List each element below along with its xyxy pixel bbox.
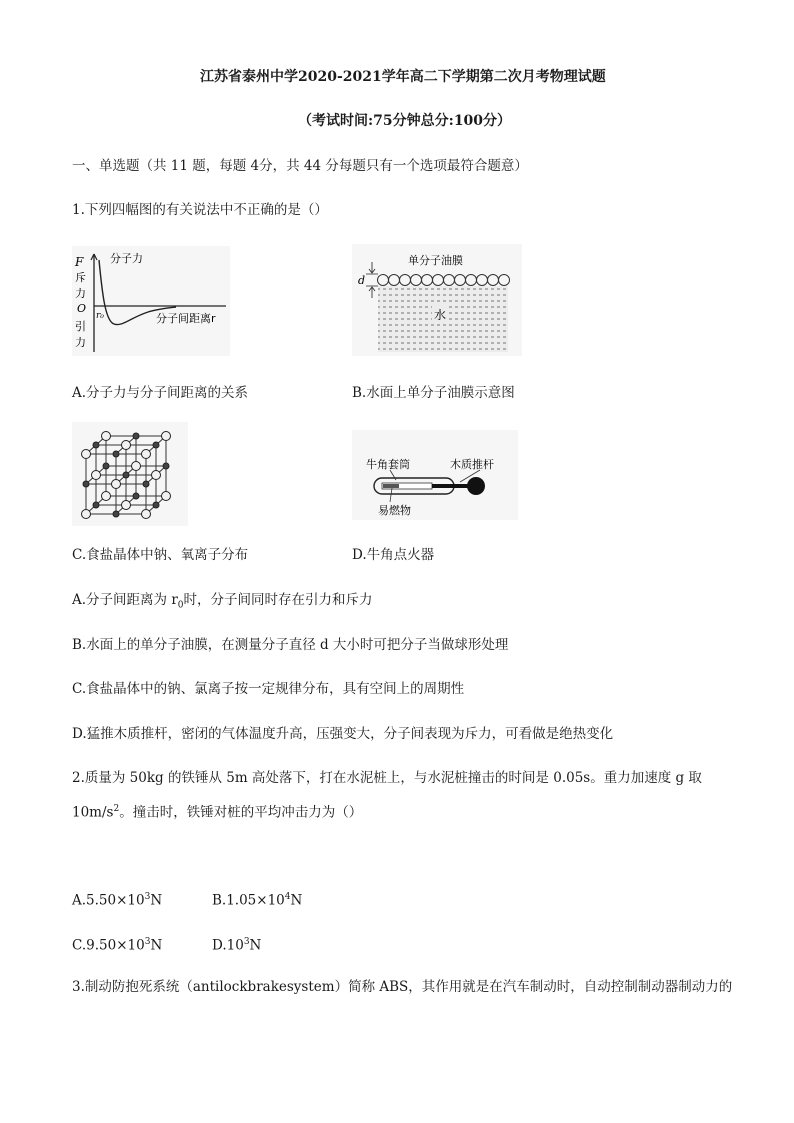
figure-salt-crystal: [72, 422, 188, 526]
q2-line-2: [72, 800, 362, 822]
oil-film-graphic: [352, 244, 522, 356]
igniter-graphic: [352, 430, 518, 520]
lattice-ion-small: [133, 433, 139, 439]
q2-option-b-unit: N: [290, 892, 303, 909]
q2-option-b-exp: 4: [284, 892, 291, 902]
lattice-ion-large: [122, 441, 131, 450]
q2-line-2-text: 10m/s: [72, 804, 114, 821]
q2-line-2-superscript: 2: [113, 804, 120, 814]
section-heading: 一、单选题（共 11 题，每题 4分，共 44 分每题只有一个选项最符合题意）: [72, 158, 528, 174]
caption-b: B.水面上单分子油膜示意图: [352, 385, 515, 401]
lattice-ion-small: [133, 493, 139, 499]
q1-option-a-subscript: 0: [177, 600, 184, 611]
q2-option-c: [72, 933, 162, 955]
label-water: 水: [434, 308, 447, 322]
page-subtitle: （考试时间:75分钟总分:100分）: [298, 113, 512, 129]
lattice-ion-large: [82, 450, 91, 459]
lattice-ion-small: [103, 463, 109, 469]
q2-option-d-exp: 3: [243, 937, 250, 947]
label-d: d: [358, 274, 366, 287]
lattice-graphic: [72, 422, 188, 526]
lattice-ion-large: [102, 432, 111, 441]
caption-c: C.食盐晶体中钠、氧离子分布: [72, 547, 249, 563]
q2-option-a-unit: N: [150, 892, 163, 909]
lattice-ion-large: [122, 501, 131, 510]
q2-line-1: 2.质量为 50kg 的铁锤从 5m 高处落下，打在水泥桩上，与水泥桩撞击的时间是 0.05s。重力加速度 g 取: [72, 770, 702, 786]
q2-option-d: [212, 933, 261, 955]
q2-option-c-unit: N: [150, 937, 163, 954]
lattice-ion-large: [142, 510, 151, 519]
lattice-ion-small: [143, 481, 149, 487]
figure-molecular-force: [72, 246, 230, 356]
q2-option-c-text: C.9.50×10: [72, 937, 145, 954]
lattice-ion-small: [113, 511, 119, 517]
label-oil-film: 单分子油膜: [408, 254, 463, 267]
q1-option-b: B.水面上的单分子油膜，在测量分子直径 d 大小时可把分子当做球形处理: [72, 637, 509, 653]
lattice-ion-large: [142, 450, 151, 459]
q1-stem: 1.下列四幅图的有关说法中不正确的是（）: [72, 202, 328, 218]
q1-option-a-text: A.分子间距离为 r: [72, 592, 178, 608]
q3-line-1: 3.制动防抱死系统（antilockbrakesystem）简称 ABS，其作用就是在汽车制动时，自动控制制动器制动力的: [72, 979, 733, 995]
figure-horn-igniter: [352, 430, 518, 520]
q1-option-a: [72, 591, 373, 615]
lattice-ion-large: [152, 471, 161, 480]
lattice-ion-small: [93, 502, 99, 508]
label-attraction-2: 力: [75, 336, 86, 349]
lattice-ion-small: [163, 463, 169, 469]
lattice-ion-small: [123, 472, 129, 478]
q2-option-b: [212, 888, 302, 910]
label-fuel: 易燃物: [378, 504, 411, 517]
lattice-ion-large: [82, 510, 91, 519]
q2-option-b-text: B.1.05×10: [212, 892, 285, 909]
q2-option-a: [72, 888, 162, 910]
q2-option-a-exp: 3: [144, 892, 151, 902]
q1-option-a-text-2: 时，分子间同时存在引力和斥力: [183, 592, 373, 608]
lattice-ion-small: [153, 502, 159, 508]
label-f: F: [75, 255, 84, 269]
label-horn-sleeve: 牛角套筒: [366, 458, 410, 471]
lattice-ion-small: [93, 442, 99, 448]
label-r0: r₀: [96, 311, 104, 321]
lattice-ion-large: [92, 471, 101, 480]
lattice-ion-large: [102, 492, 111, 501]
lattice-ion-large: [132, 462, 141, 471]
lattice-ion-small: [153, 442, 159, 448]
label-attraction-1: 引: [75, 320, 86, 333]
label-force: 分子力: [110, 252, 143, 265]
lattice-ion-small: [83, 481, 89, 487]
figure-oil-film: [352, 244, 522, 356]
q2-line-2-text-2: 。撞击时，铁锤对桩的平均冲击力为（）: [119, 804, 363, 821]
caption-a: A.分子力与分子间距离的关系: [72, 385, 249, 401]
label-repulsion-2: 力: [75, 287, 86, 300]
force-curve-graphic: [72, 246, 230, 356]
lattice-ion-small: [113, 451, 119, 457]
label-origin: O: [77, 302, 87, 315]
lattice-ion-large: [162, 432, 171, 441]
label-distance: 分子间距离r: [156, 312, 216, 325]
q2-option-d-text: D.10: [212, 937, 244, 954]
q1-option-d: D.猛推木质推杆，密闭的气体温度升高，压强变大，分子间表现为斥力，可看做是绝热变化: [72, 726, 614, 742]
q2-option-a-text: A.5.50×10: [72, 892, 145, 909]
page-title: 江苏省泰州中学2020-2021学年高二下学期第二次月考物理试题: [200, 69, 606, 85]
lattice-ion-large: [112, 480, 121, 489]
q2-option-c-exp: 3: [144, 937, 151, 947]
caption-d: D.牛角点火器: [352, 547, 435, 563]
q1-option-c: C.食盐晶体中的钠、氯离子按一定规律分布，具有空间上的周期性: [72, 681, 465, 697]
label-repulsion-1: 斥: [75, 271, 86, 284]
label-wood-rod: 木质推杆: [450, 458, 494, 471]
lattice-ion-large: [162, 492, 171, 501]
q2-option-d-unit: N: [249, 937, 262, 954]
